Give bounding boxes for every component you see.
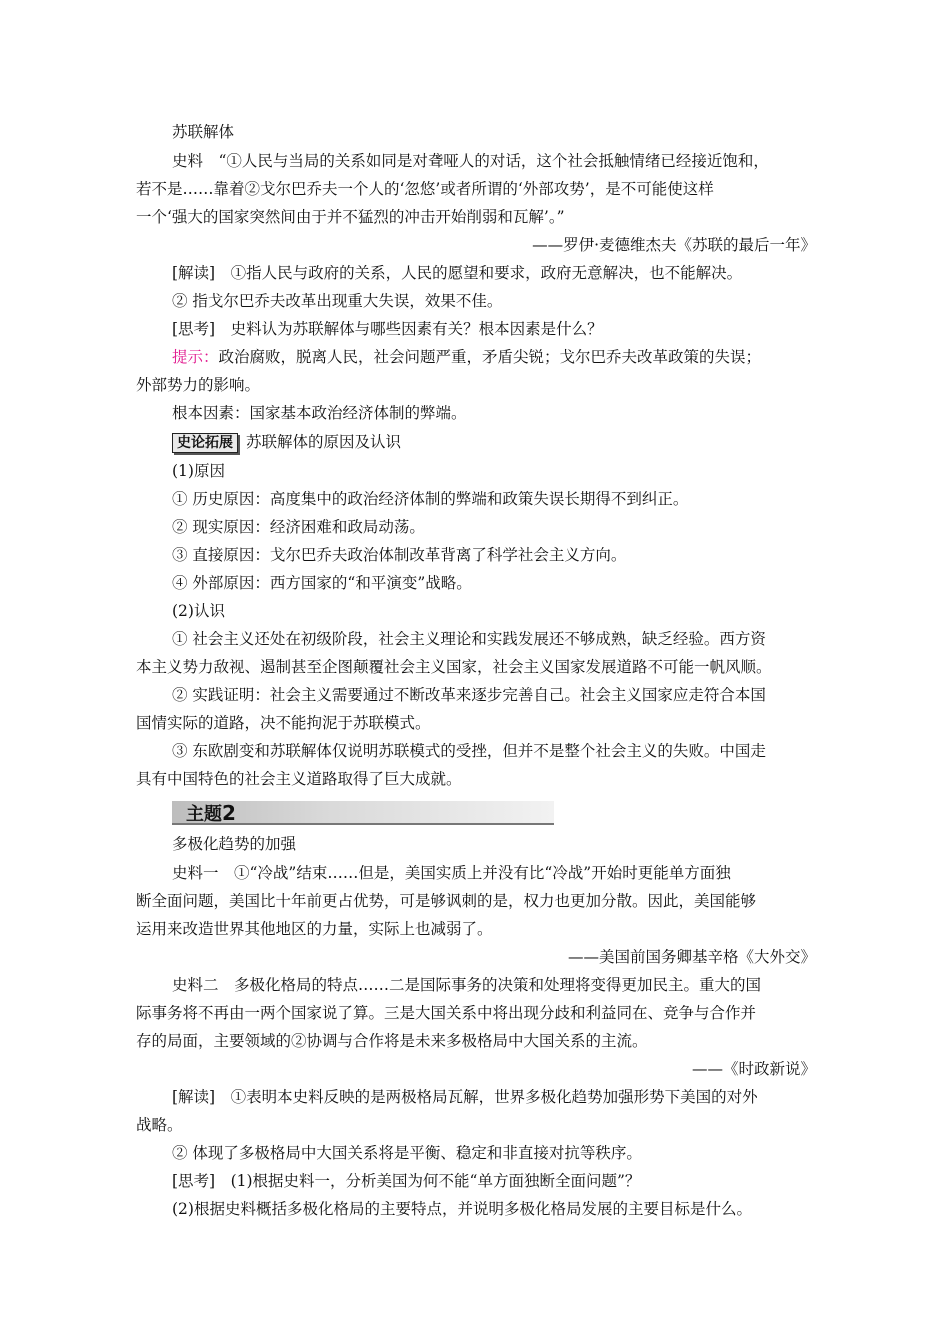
cause-item: ③ 直接原因：戈尔巴乔夫政治体制改革背离了科学社会主义方向。 bbox=[172, 546, 627, 564]
interpretation-line: ② 体现了多极格局中大国关系将是平衡、稳定和非直接对抗等秩序。 bbox=[172, 1144, 642, 1162]
source-two-line: 存的局面，主要领域的②协调与合作将是未来多极格局中大国关系的主流。 bbox=[136, 1032, 648, 1050]
interpretation-line: ② 指戈尔巴乔夫改革出现重大失误，效果不佳。 bbox=[172, 292, 503, 310]
hint-label: 提示： bbox=[172, 348, 219, 366]
source-two-line: 史料二 多极化格局的特点……二是国际事务的决策和处理将变得更加民主。重大的国 bbox=[172, 976, 762, 994]
interpretation-line: 战略。 bbox=[136, 1116, 183, 1134]
recognition-item: 本主义势力敌视、遏制甚至企图颠覆社会主义国家，社会主义国家发展道路不可能一帆风顺。 bbox=[136, 658, 772, 676]
source-one-line: 史料一 ①“冷战”结束……但是，美国实质上并没有比“冷战”开始时更能单方面独 bbox=[172, 864, 731, 882]
cause-item: ① 历史原因：高度集中的政治经济体制的弊端和政策失误长期得不到纠正。 bbox=[172, 490, 689, 508]
recognition-item: ① 社会主义还处在初级阶段，社会主义理论和实践发展还不够成熟，缺乏经验。西方资 bbox=[172, 630, 766, 648]
recognition-item: ③ 东欧剧变和苏联解体仅说明苏联模式的受挫，但并不是整个社会主义的失败。中国走 bbox=[172, 742, 766, 760]
thinking-question: (2)根据史料概括多极化格局的主要特点，并说明多极化格局发展的主要目标是什么。 bbox=[172, 1200, 752, 1218]
section-title-soviet-dissolution: 苏联解体 bbox=[172, 123, 235, 141]
recognition-heading: (2)认识 bbox=[172, 602, 225, 620]
recognition-item: 国情实际的道路，决不能拘泥于苏联模式。 bbox=[136, 714, 431, 732]
extension-badge: 史论拓展 bbox=[172, 433, 238, 453]
cause-item: ④ 外部原因：西方国家的“和平演变”战略。 bbox=[172, 574, 472, 592]
interpretation-line: [解读] ①指人民与政府的关系，人民的愿望和要求，政府无意解决，也不能解决。 bbox=[172, 264, 743, 282]
causes-heading: (1)原因 bbox=[172, 462, 225, 480]
source-line: 史料 “①人民与当局的关系如同是对聋哑人的对话，这个社会抵触情绪已经接近饱和， bbox=[172, 152, 769, 170]
section-title-multipolarity: 多极化趋势的加强 bbox=[172, 835, 297, 853]
topic-label-number: 2 bbox=[222, 801, 236, 825]
topic-2-banner bbox=[172, 799, 554, 825]
source-two-attribution: ——《时政新说》 bbox=[691, 1060, 816, 1078]
interpretation-line: [解读] ①表明本史料反映的是两极格局瓦解，世界多极化趋势加强形势下美国的对外 bbox=[172, 1088, 758, 1106]
source-one-line: 运用来改造世界其他地区的力量，实际上也减弱了。 bbox=[136, 920, 493, 938]
source-two-line: 际事务将不再由一两个国家说了算。三是大国关系中将出现分歧和利益同在、竞争与合作并 bbox=[136, 1004, 757, 1022]
recognition-item: ② 实践证明：社会主义需要通过不断改革来逐步完善自己。社会主义国家应走符合本国 bbox=[172, 686, 766, 704]
source-line: 一个‘强大的国家突然间由于并不猛烈的冲击开始削弱和瓦解’。” bbox=[136, 208, 565, 226]
source-line: 若不是……靠着②戈尔巴乔夫一个人的‘忽悠’或者所谓的‘外部攻势’，是不可能使这样 bbox=[136, 180, 714, 198]
hint-line bbox=[172, 346, 852, 368]
thinking-question: [思考] (1)根据史料一，分析美国为何不能“单方面独断全面问题”？ bbox=[172, 1172, 641, 1190]
root-cause-line: 根本因素：国家基本政治经济体制的弊端。 bbox=[172, 404, 467, 422]
source-one-attribution: ——美国前国务卿基辛格《大外交》 bbox=[567, 948, 816, 966]
source-attribution: ——罗伊·麦德维杰夫《苏联的最后一年》 bbox=[532, 236, 816, 254]
extension-title: 苏联解体的原因及认识 bbox=[246, 433, 402, 451]
source-one-line: 断全面问题，美国比十年前更占优势，可是够讽刺的是，权力也更加分散。因此，美国能够 bbox=[136, 892, 757, 910]
topic-label-text: 主题 bbox=[186, 804, 222, 825]
hint-line: 外部势力的影响。 bbox=[136, 376, 261, 394]
topic-banner-label bbox=[186, 800, 236, 826]
thinking-question: [思考] 史料认为苏联解体与哪些因素有关？根本因素是什么？ bbox=[172, 320, 603, 338]
hint-text: 政治腐败，脱离人民，社会问题严重，矛盾尖锐；戈尔巴乔夫改革政策的失误； bbox=[218, 348, 762, 366]
cause-item: ② 现实原因：经济困难和政局动荡。 bbox=[172, 518, 425, 536]
recognition-item: 具有中国特色的社会主义道路取得了巨大成就。 bbox=[136, 770, 462, 788]
extension-heading bbox=[172, 431, 852, 453]
